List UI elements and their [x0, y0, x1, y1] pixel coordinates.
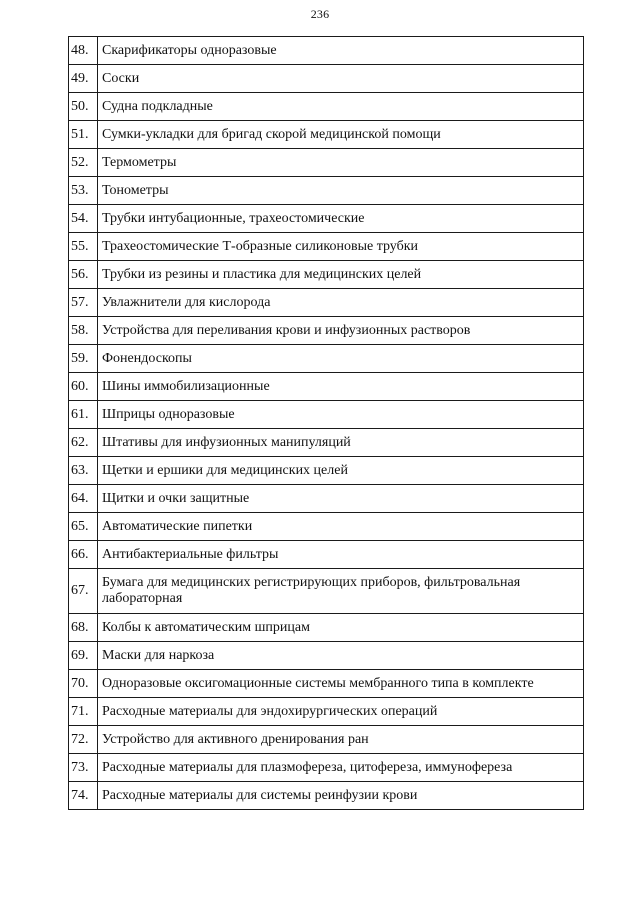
row-text: Трубки интубационные, трахеостомические: [98, 205, 584, 233]
row-number: 74.: [69, 782, 98, 810]
table-row: [69, 642, 584, 670]
table-row: [69, 93, 584, 121]
row-text: Трубки из резины и пластика для медицинских целей: [98, 261, 584, 289]
row-text: Щитки и очки защитные: [98, 485, 584, 513]
table-row: [69, 569, 584, 614]
row-number: 60.: [69, 373, 98, 401]
row-text: Тонометры: [98, 177, 584, 205]
table-row: [69, 373, 584, 401]
table-row: [69, 177, 584, 205]
table-row: [69, 317, 584, 345]
row-number: 50.: [69, 93, 98, 121]
table-row: [69, 614, 584, 642]
row-text: Расходные материалы для эндохирургических операций: [98, 698, 584, 726]
row-number: 63.: [69, 457, 98, 485]
row-text: Скарификаторы одноразовые: [98, 37, 584, 65]
row-text: Трахеостомические Т-образные силиконовые трубки: [98, 233, 584, 261]
row-number: 53.: [69, 177, 98, 205]
row-number: 65.: [69, 513, 98, 541]
row-text: Штативы для инфузионных манипуляций: [98, 429, 584, 457]
row-number: 73.: [69, 754, 98, 782]
table-row: [69, 65, 584, 93]
row-text: Шины иммобилизационные: [98, 373, 584, 401]
row-number: 70.: [69, 670, 98, 698]
table-row: [69, 261, 584, 289]
row-number: 51.: [69, 121, 98, 149]
table-row: [69, 149, 584, 177]
row-text: Сумки-укладки для бригад скорой медицинской помощи: [98, 121, 584, 149]
row-number: 55.: [69, 233, 98, 261]
row-text: Фонендоскопы: [98, 345, 584, 373]
items-table: [68, 36, 584, 810]
row-number: 56.: [69, 261, 98, 289]
row-text: Одноразовые оксигомационные системы мембранного типа в комплекте: [98, 670, 584, 698]
table-row: [69, 121, 584, 149]
table-row: [69, 457, 584, 485]
items-table-body: [69, 37, 584, 810]
row-number: 49.: [69, 65, 98, 93]
row-text: Бумага для медицинских регистрирующих приборов, фильтровальная лабораторная: [98, 569, 584, 614]
row-number: 54.: [69, 205, 98, 233]
row-number: 69.: [69, 642, 98, 670]
table-row: [69, 698, 584, 726]
page-number: 236: [310, 7, 330, 21]
row-text: Соски: [98, 65, 584, 93]
table-row: [69, 754, 584, 782]
row-text: Колбы к автоматическим шприцам: [98, 614, 584, 642]
row-text: Щетки и ершики для медицинских целей: [98, 457, 584, 485]
table-row: [69, 726, 584, 754]
row-text: Автоматические пипетки: [98, 513, 584, 541]
row-number: 66.: [69, 541, 98, 569]
table-row: [69, 485, 584, 513]
row-number: 58.: [69, 317, 98, 345]
table-row: [69, 345, 584, 373]
row-text: Антибактериальные фильтры: [98, 541, 584, 569]
row-number: 64.: [69, 485, 98, 513]
row-number: 59.: [69, 345, 98, 373]
row-number: 68.: [69, 614, 98, 642]
table-row: [69, 541, 584, 569]
row-text: Маски для наркоза: [98, 642, 584, 670]
row-number: 72.: [69, 726, 98, 754]
table-row: [69, 670, 584, 698]
table-row: [69, 429, 584, 457]
row-number: 62.: [69, 429, 98, 457]
table-row: [69, 233, 584, 261]
row-number: 57.: [69, 289, 98, 317]
row-number: 52.: [69, 149, 98, 177]
table-row: [69, 289, 584, 317]
table-row: [69, 513, 584, 541]
row-text: Увлажнители для кислорода: [98, 289, 584, 317]
table-row: [69, 37, 584, 65]
row-text: Термометры: [98, 149, 584, 177]
table-row: [69, 205, 584, 233]
row-text: Судна подкладные: [98, 93, 584, 121]
table-row: [69, 782, 584, 810]
row-text: Шприцы одноразовые: [98, 401, 584, 429]
row-text: Расходные материалы для системы реинфузии крови: [98, 782, 584, 810]
row-text: Устройства для переливания крови и инфузионных растворов: [98, 317, 584, 345]
row-number: 71.: [69, 698, 98, 726]
table-row: [69, 401, 584, 429]
row-text: Расходные материалы для плазмофереза, цитофереза, иммунофереза: [98, 754, 584, 782]
row-text: Устройство для активного дренирования ран: [98, 726, 584, 754]
row-number: 48.: [69, 37, 98, 65]
row-number: 61.: [69, 401, 98, 429]
row-number: 67.: [69, 569, 98, 614]
